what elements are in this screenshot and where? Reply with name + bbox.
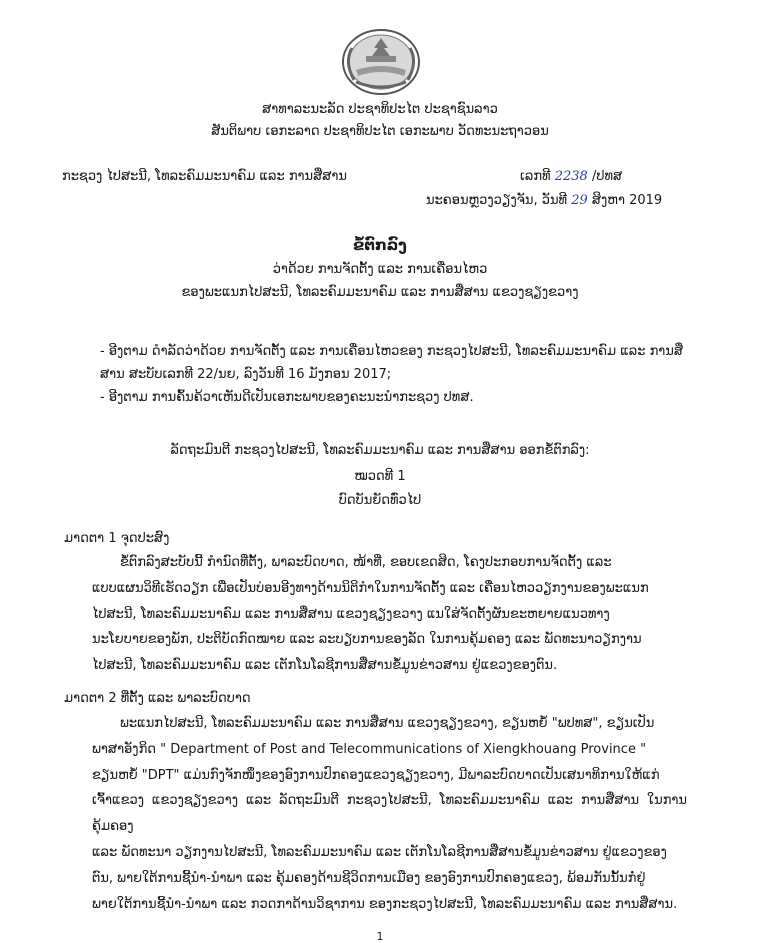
reference-item: - ອີງຕາມ ດຳລັດວ່າດ້ວຍ ການຈັດຕັ້ງ ແລະ ການເຄື່ອນໄຫວຂອງ ກະຊວງໄປສະນີ, ໂທລະຄົມມະນາຄົມ ແລະ ການສື່ສານ ສະບັບເລກທີ 22/ນຍ, ລົງວັນທີ 16 ມັງກອນ 2017;	[100, 344, 684, 382]
chapter-title: ບົດບັນຍັດທົ່ວໄປ	[338, 493, 422, 508]
reference-item: - ອີງຕາມ ການຄົ້ນຄ້ວາເຫັນດີເປັນເອກະພາບຂອງຄະນະນຳກະຊວງ ປທສ.	[100, 390, 474, 405]
body-line: ພາສາອັງກິດ " Department of Post and Telecommunications of Xiengkhouang Province "	[92, 741, 647, 757]
article-1-heading: ມາດຕາ 1 ຈຸດປະສົງ	[64, 531, 170, 546]
body-line: ພະແນກໄປສະນີ, ໂທລະຄົມມະນາຄົມ ແລະ ການສື່ສານ ແຂວງຊຽງຂວາງ, ຂຽນຫຍໍ້ "ພປທສ", ຂຽນເປັນ	[120, 716, 655, 731]
decree-statement: ລັດຖະມົນຕີ ກະຊວງໄປສະນີ, ໂທລະຄົມມະນາຄົມ ແລະ ການສື່ສານ ອອກຂໍ້ຕົກລົງ:	[170, 443, 590, 458]
date-suffix: ສິງຫາ 2019	[591, 193, 663, 208]
ministry-name: ກະຊວງ ໄປສະນີ, ໂທລະຄົມມະນາຄົມ ແລະ ການສື່ສານ	[62, 169, 347, 184]
body-line: ຕົນ, ພາຍໃຕ້ການຊີ້ນຳ-ນຳພາ ແລະ ຄຸ້ມຄອງດ້ານຊີວິດການເມືອງ ຂອງອົງການປົກຄອງແຂວງ, ພ້ອມກັນນັ້ນກໍ່ຢູ່	[92, 870, 646, 886]
body-line: ພາຍໃຕ້ການຊີ້ນຳ-ນຳພາ ແລະ ກວດກາດ້ານວິຊາການ ຂອງກະຊວງໄປສະນີ, ໂທລະຄົມມະນາຄົມ ແລະ ການສື່ສານ.	[92, 896, 678, 912]
article-2-body	[92, 711, 687, 917]
date-prefix: ນະຄອນຫຼວງວຽງຈັນ, ວັນທີ	[426, 193, 568, 208]
chapter-label: ໝວດທີ 1	[354, 469, 406, 484]
body-line: ນະໂຍບາຍຂອງພັກ, ປະຕິບັດກົດໝາຍ ແລະ ລະບຽບການຂອງລັດ ໃນການຄຸ້ມຄອງ ແລະ ພັດທະນາວຽກງານ	[92, 632, 642, 648]
page-number: 1	[376, 930, 384, 943]
body-line: ຂຽນຫຍໍ້ "DPT" ແມ່ນກົງຈັກໜຶ່ງຂອງອົງການປົກຄອງແຂວງຊຽງຂວາງ, ມີພາລະບົດບາດເປັນເສນາທິການໃຫ້ແກ່	[92, 767, 660, 783]
reference-suffix: /ປທສ	[591, 169, 623, 184]
article-2-heading: ມາດຕາ 2 ທີ່ຕັ້ງ ແລະ ພາລະບົດບາດ	[64, 691, 251, 706]
date-handwritten-day: 29	[571, 193, 588, 208]
motto-line: ສັນຕິພາບ ເອກະລາດ ປະຊາທິປະໄຕ ເອກະພາບ ວັດທະນະຖາວອນ	[211, 124, 549, 139]
decision-subtitle-2: ຂອງພະແນກໄປສະນີ, ໂທລະຄົມມະນາຄົມ ແລະ ການສື່ສານ ແຂວງຊຽງຂວາງ	[181, 285, 579, 300]
decision-title: ຂໍ້ຕົກລົງ	[353, 236, 407, 254]
body-line: ໄປສະນີ, ໂທລະຄົມມະນາຄົມ ແລະ ເຕັກໂນໂລຊີການສື່ສານຂໍ້ມູນຂ່າວສານ ຢູ່ແຂວງຂອງຕົນ.	[92, 658, 558, 674]
reference-prefix: ເລກທີ	[520, 169, 551, 184]
reference-handwritten-number: 2238	[554, 169, 588, 184]
body-line: ແບບແຜນວິທີເຮັດວຽກ ເພື່ອເປັນບ່ອນອີງທາງດ້ານນິຕິກຳໃນການຈັດຕັ້ງ ແລະ ເຄື່ອນໄຫວວຽກງານຂອງພະແນກ	[92, 580, 649, 596]
body-line: ໄປສະນີ, ໂທລະຄົມມະນາຄົມ ແລະ ການສື່ສານ ແຂວງຊຽງຂວາງ ແນໃສ່ຈັດຕັ້ງຜັນຂະຫຍາຍແນວທາງ	[92, 606, 610, 622]
legal-references	[100, 340, 690, 409]
body-line: ເຈົ້າແຂວງ ແຂວງຊຽງຂວາງ ແລະ ລັດຖະມົນຕີ ກະຊວງໄປສະນີ, ໂທລະຄົມມະນາຄົມ ແລະ ການສື່ສານ ໃນການຄຸ້ມຄອງ	[92, 793, 687, 835]
reference-number	[520, 169, 622, 184]
body-line: ແລະ ພັດທະນາ ວຽກງານໄປສະນີ, ໂທລະຄົມມະນາຄົມ ແລະ ເຕັກໂນໂລຊີການສື່ສານຂໍ້ມູນຂ່າວສານ ຢູ່ແຂວງຂອງ	[92, 844, 667, 860]
issue-date	[426, 193, 662, 208]
article-1-body	[92, 550, 687, 679]
decision-subtitle-1: ວ່າດ້ວຍ ການຈັດຕັ້ງ ແລະ ການເຄື່ອນໄຫວ	[272, 262, 488, 277]
national-emblem-icon	[326, 18, 436, 98]
country-name-line: ສາທາລະນະລັດ ປະຊາທິປະໄຕ ປະຊາຊົນລາວ	[262, 102, 498, 117]
body-line: ຂໍ້ຕົກລົງສະບັບນີ້ ກຳນົດທີ່ຕັ້ງ, ພາລະບົດບາດ, ໜ້າທີ່, ຂອບເຂດສິດ, ໂຄງປະກອບການຈັດຕັ້ງ ແລະ	[120, 555, 612, 570]
